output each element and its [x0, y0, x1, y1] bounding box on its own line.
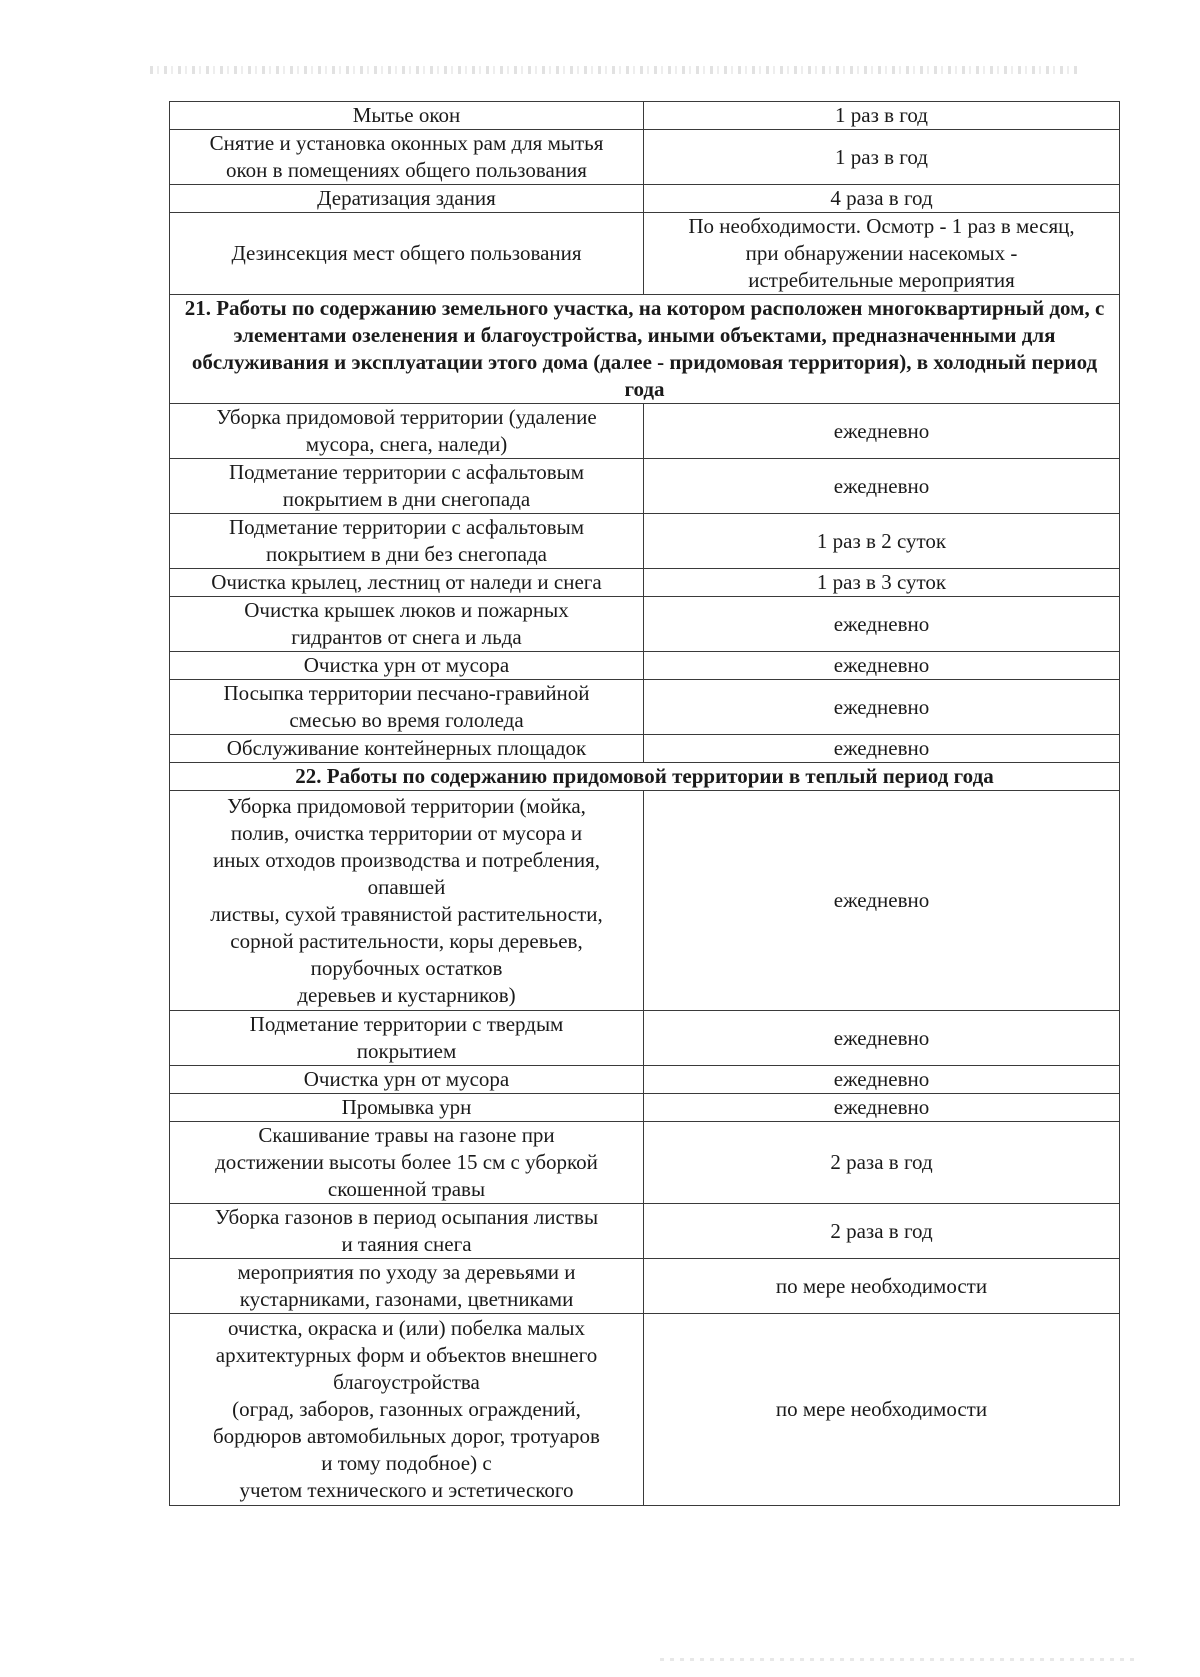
frequency-cell: ежедневно [644, 1066, 1120, 1094]
frequency-cell: 1 раз в 3 суток [644, 569, 1120, 597]
work-cell: Уборка придомовой территории (мойка, полив, очистка территории от мусора и иных отходов производства и потребления, опавшей листвы, сухой травянистой растительности, сорной растительности, коры деревьев, порубочных остатков деревьев и кустарников) [170, 791, 644, 1011]
work-cell: Посыпка территории песчано-гравийной смесью во время гололеда [170, 680, 644, 735]
table-row [170, 1259, 1120, 1314]
work-cell: Очистка крылец, лестниц от наледи и снега [170, 569, 644, 597]
work-cell: Очистка урн от мусора [170, 652, 644, 680]
table-row [170, 1314, 1120, 1506]
frequency-cell: 2 раза в год [644, 1204, 1120, 1259]
work-cell: Обслуживание контейнерных площадок [170, 735, 644, 763]
table-row [170, 130, 1120, 185]
frequency-cell: ежедневно [644, 791, 1120, 1011]
table-row [170, 1204, 1120, 1259]
section-title-21: 21. Работы по содержанию земельного участка, на котором расположен многоквартирный дом, с элементами озеленения и благоустройства, иными объектами, предназначенными для обслуживания и эксплуатации этого дома (далее - придомовая территория), в холодный период года [170, 295, 1120, 404]
work-cell: Дератизация здания [170, 185, 644, 213]
table-row [170, 102, 1120, 130]
table-row [170, 514, 1120, 569]
frequency-cell: ежедневно [644, 680, 1120, 735]
work-cell: Подметание территории с асфальтовым покрытием в дни снегопада [170, 459, 644, 514]
section-header-row [170, 763, 1120, 791]
scan-noise-bottom [660, 1658, 1140, 1661]
frequency-cell: По необходимости. Осмотр - 1 раз в месяц, при обнаружении насекомых - истребительные мероприятия [644, 213, 1120, 295]
frequency-cell: ежедневно [644, 1011, 1120, 1066]
table-row [170, 404, 1120, 459]
table-row [170, 680, 1120, 735]
table-row [170, 213, 1120, 295]
frequency-cell: 4 раза в год [644, 185, 1120, 213]
work-cell: Подметание территории с асфальтовым покрытием в дни без снегопада [170, 514, 644, 569]
frequency-cell: ежедневно [644, 652, 1120, 680]
work-cell: Уборка газонов в период осыпания листвы и таяния снега [170, 1204, 644, 1259]
frequency-cell: 1 раз в год [644, 102, 1120, 130]
table-row [170, 569, 1120, 597]
table-row [170, 1011, 1120, 1066]
table-row [170, 1094, 1120, 1122]
table-row [170, 1066, 1120, 1094]
frequency-cell: ежедневно [644, 1094, 1120, 1122]
maintenance-schedule-table [169, 101, 1120, 1506]
table-row [170, 185, 1120, 213]
work-cell: Уборка придомовой территории (удаление мусора, снега, наледи) [170, 404, 644, 459]
work-cell: Мытье окон [170, 102, 644, 130]
work-cell: Скашивание травы на газоне при достижении высоты более 15 см с уборкой скошенной травы [170, 1122, 644, 1204]
work-cell: Снятие и установка оконных рам для мытья окон в помещениях общего пользования [170, 130, 644, 185]
work-cell: Очистка крышек люков и пожарных гидрантов от снега и льда [170, 597, 644, 652]
scan-noise-top [150, 66, 1080, 74]
table-row [170, 735, 1120, 763]
frequency-cell: по мере необходимости [644, 1314, 1120, 1506]
section-header-row [170, 295, 1120, 404]
frequency-cell: по мере необходимости [644, 1259, 1120, 1314]
frequency-cell: ежедневно [644, 404, 1120, 459]
frequency-cell: ежедневно [644, 735, 1120, 763]
work-cell: мероприятия по уходу за деревьями и кустарниками, газонами, цветниками [170, 1259, 644, 1314]
work-cell: Дезинсекция мест общего пользования [170, 213, 644, 295]
table-row [170, 1122, 1120, 1204]
work-cell: Промывка урн [170, 1094, 644, 1122]
table-row [170, 597, 1120, 652]
work-cell: Очистка урн от мусора [170, 1066, 644, 1094]
frequency-cell: ежедневно [644, 459, 1120, 514]
frequency-cell: 1 раз в 2 суток [644, 514, 1120, 569]
section-title-22: 22. Работы по содержанию придомовой территории в теплый период года [170, 763, 1120, 791]
table-row [170, 791, 1120, 1011]
work-cell: очистка, окраска и (или) побелка малых архитектурных форм и объектов внешнего благоустройства (оград, заборов, газонных ограждений, бордюров автомобильных дорог, тротуаров и тому подобное) с учетом технического и эстетического [170, 1314, 644, 1506]
frequency-cell: 2 раза в год [644, 1122, 1120, 1204]
frequency-cell: 1 раз в год [644, 130, 1120, 185]
table-row [170, 459, 1120, 514]
work-cell: Подметание территории с твердым покрытием [170, 1011, 644, 1066]
frequency-cell: ежедневно [644, 597, 1120, 652]
table-row [170, 652, 1120, 680]
